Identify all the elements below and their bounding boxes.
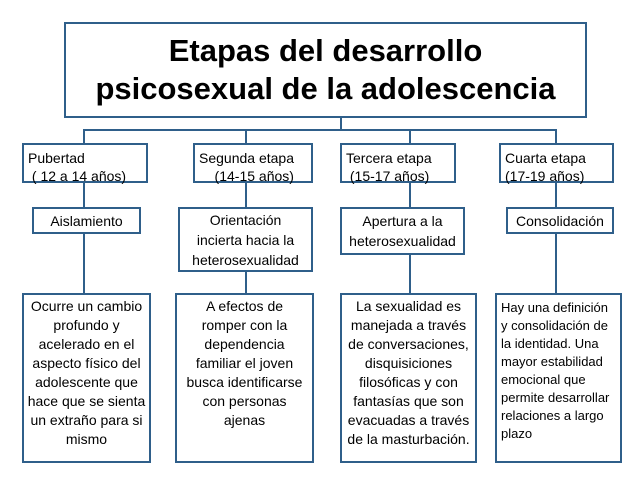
stage-4-description: Hay una definición y consolidación de la identidad. Una mayor estabilidad emocional que permite desarrollar relaciones a largo plazo [495,293,622,463]
connector-stage-4 [555,129,557,143]
connector-header-label-4 [555,183,557,207]
stage-1-header: Pubertad ( 12 a 14 años) [22,143,148,183]
connector-header-label-2 [245,183,247,207]
connector-stage-3 [409,129,411,143]
connector-label-desc-3 [409,254,411,293]
connector-label-desc-4 [555,233,557,293]
connector-header-label-3 [409,183,411,207]
connector-stage-1 [83,129,85,143]
stage-4-label: Consolidación [506,207,614,234]
stage-3-header: Tercera etapa (15-17 años) [340,143,456,183]
stage-2-label: Orientación incierta hacia la heterosexualidad [178,207,313,272]
stage-2-description: A efectos de romper con la dependencia familiar el joven busca identificarse con personas ajenas [175,293,314,463]
title-line-2: psicosexual de la adolescencia [95,71,556,106]
connector-header-label-1 [83,183,85,207]
connector-stage-2 [245,129,247,143]
diagram-title [64,22,587,118]
stage-1-description: Ocurre un cambio profundo y acelerado en el aspecto físico del adolescente que hace que se sienta un extraño para si mismo [22,293,151,463]
title-line-1: Etapas del desarrollo [168,33,483,68]
stage-3-description: La sexualidad es manejada a través de conversaciones, disquisiciones filosóficas y con fantasías que son evacuadas a través de la masturbación. [340,293,477,463]
connector-horizontal [83,129,556,131]
connector-label-desc-1 [83,233,85,293]
stage-3-label: Apertura a la heterosexualidad [340,207,465,255]
stage-1-label: Aislamiento [32,207,141,234]
stage-2-header: Segunda etapa (14-15 años) [193,143,313,183]
stage-4-header: Cuarta etapa (17-19 años) [499,143,614,183]
connector-label-desc-2 [245,271,247,293]
